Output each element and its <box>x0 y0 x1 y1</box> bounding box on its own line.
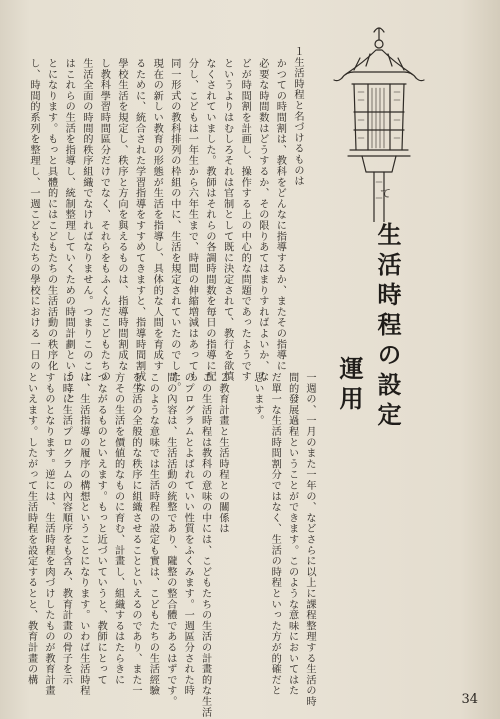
upper-text-column: るために、統合された学習指導をすすめてきますと、指導時間割成な <box>133 58 145 393</box>
upper-text-column: とになります。もっと具體的にはこどもたちの生活活動の秩序化 <box>45 58 57 372</box>
lower-text-column: 思います。 <box>251 372 263 426</box>
upper-text-column: 生活全面の時間的秩序組織でなければなりません。つまりこのこと <box>80 58 92 382</box>
lower-text-column: 一週の、一月のまた一年の、などさらに以上に課程整理する生活の時 <box>304 372 315 707</box>
upper-text-column: し、時間的系列を整理し、一週こどもたちの學校における一日の <box>28 58 39 372</box>
upper-text-column: １生活時程と名づけるものは <box>292 46 303 187</box>
page-number: 34 <box>461 692 478 707</box>
upper-text-column: かつての時間割は、教科をどんなに指導するか、またその指導に <box>274 58 286 372</box>
lower-text-column: といえます。したがって生活時程を設定するとと、教育計畫の構 <box>25 372 37 686</box>
lower-text-column: は、生活指導の履序の構想ということになります。いわば生活時程 <box>77 372 89 696</box>
lower-text-column: を生活の全般的な秩序に組織させることといえるのであり、また一 <box>130 372 141 696</box>
upper-text-column: 現在の新しい教育の形態が生活を指導し、具体的な人間を育成す <box>151 58 163 372</box>
lower-text-column: は時に生活プログラムの內容順序をも含み、教育計畫の骨子を示 <box>60 372 72 686</box>
article-title: 生活時程の設定 <box>373 222 401 432</box>
lower-text-column: このような意味では生活時程の設定も實は、こどもたちの生活經驗 <box>147 372 159 696</box>
lower-text-column: だ單一な生活時間割分ではなく、生活の時程といった方が的確だと <box>269 372 281 696</box>
upper-text-column: なくされていました。教師はそれらの各調時間数を毎日の指導に配 <box>204 58 215 382</box>
lower-text-column: のプログラムとよばれていい性質をふくみます。一週區分された時 <box>182 372 194 696</box>
upper-text-column: 學校生活を規定し、秩序と方向を與えるものは、指導時間割成な <box>116 58 127 372</box>
lower-text-column: 間的發展過程ということができます。このような意味においてはた <box>286 372 298 696</box>
lower-text-column: 間の內容は、生活活動の統整であり、隴整の整合體であるはずです。 <box>164 372 176 707</box>
lower-text-column: 方その生活を價値的なものに育む、計畫し、組織するはたらきに <box>112 372 124 686</box>
upper-text-column: 必要な時間数はどうするか、その限りあてはまりすればよいか、な <box>256 58 268 382</box>
lower-text-column: つながるものといえます。もっと近づいていうと、教師にとって <box>95 372 107 686</box>
upper-text-column: し教科學習時間區分だけでなく、それらをもふくんだこどもたちの <box>98 58 110 382</box>
upper-text-column: どが時間割を計画し、操作する上の中心的な問題であったようです <box>239 58 251 382</box>
illustration-signature: て <box>380 187 391 200</box>
upper-text-column: はこれらの生活を指導し、統制整理していくための時間計劃ということ <box>63 58 75 404</box>
upper-text-column: というよりはむしろそれは官制として既に決定されて、教行を欲慎 <box>221 58 233 382</box>
lower-text-column: すものとなります。逆には、生活時程を肉づけしたものが教育計畫 <box>43 372 54 696</box>
article-title-continued: 運用 <box>335 356 363 416</box>
lower-text-column: この生活時程は教科の意味の中には、こどもたちの生活の計畫的な生活 <box>199 372 211 718</box>
lantern-illustration <box>324 22 434 222</box>
lower-text-column: ２教育計畫と生活時程との關係は <box>217 372 228 534</box>
upper-text-column: 分し、こどもは一年生から六年生まで、時間の伸縮増減はあっても <box>186 58 198 382</box>
upper-text-column: 同一形式の教科排列の枠組の中に、生活を規定されていたのでした。 <box>168 58 180 393</box>
